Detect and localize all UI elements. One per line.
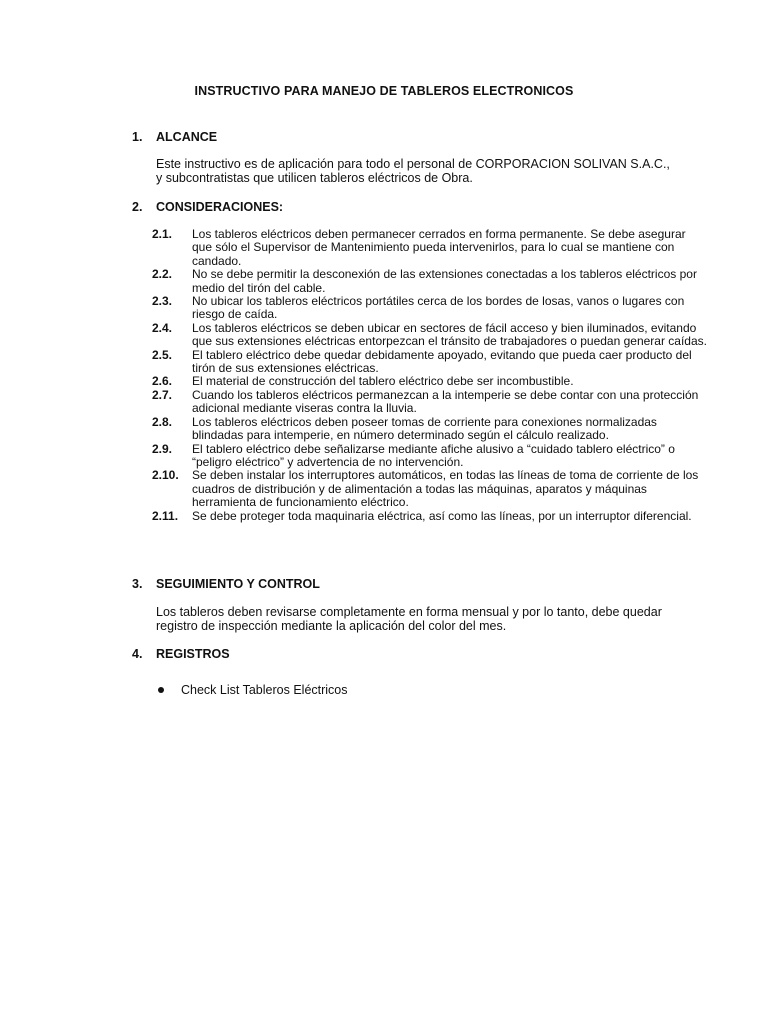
document-title: INSTRUCTIVO PARA MANEJO DE TABLEROS ELECTRONICOS (194, 84, 574, 98)
section-title: CONSIDERACIONES: (156, 200, 284, 214)
item-number: 2.11. (152, 508, 179, 523)
paragraph-line: y subcontratistas que utilicen tableros eléctricos de Obra. (156, 171, 473, 185)
list-item (148, 389, 708, 416)
bullet-text: Check List Tableros Eléctricos (181, 683, 348, 697)
item-number: 2.3. (152, 294, 173, 309)
section-paragraph-seguimiento (156, 605, 716, 633)
section-number: 4. (132, 647, 143, 661)
list-item (148, 375, 708, 388)
section-title: REGISTROS (156, 647, 230, 661)
list-item (148, 322, 708, 349)
item-number: 2.5. (152, 347, 173, 362)
section-title: ALCANCE (156, 130, 218, 144)
list-item (148, 268, 708, 295)
section-heading-consideraciones (132, 200, 283, 214)
item-text: El material de construcción del tablero eléctrico debe ser incombustible. (192, 374, 574, 389)
item-text: Se deben instalar los interruptores automáticos, en todas las líneas de toma de corriente de los cuadros de distribución y de alimentación a todas las máquinas, aparatos y máquinas herramienta de funcionamiento eléctrico. (192, 468, 699, 510)
item-number: 2.7. (152, 387, 173, 402)
section-title: SEGUIMIENTO Y CONTROL (156, 577, 320, 591)
bullet-icon (158, 687, 164, 693)
item-text: Los tableros eléctricos deben permanecer cerrados en forma permanente. Se debe asegurar que sólo el Supervisor de Mantenimiento pueda intervenirlos, para lo cual se mantiene con candado. (192, 227, 686, 268)
section-number: 1. (132, 130, 143, 144)
paragraph-line: registro de inspección mediante la aplicación del color del mes. (156, 619, 507, 633)
paragraph-line: Este instructivo es de aplicación para todo el personal de CORPORACION SOLIVAN S.A.C., (156, 157, 670, 171)
item-text: El tablero eléctrico debe quedar debidamente apoyado, evitando que pueda caer producto del tirón de sus extensiones eléctricas. (192, 347, 692, 376)
item-number: 2.4. (152, 320, 173, 335)
section-paragraph-alcance (156, 157, 716, 185)
item-number: 2.1. (152, 227, 173, 241)
section-number: 3. (132, 577, 143, 591)
section-number: 2. (132, 200, 143, 214)
item-number: 2.6. (152, 374, 173, 389)
paragraph-line: Los tableros deben revisarse completamente en forma mensual y por lo tanto, debe quedar (156, 605, 662, 619)
considerations-list (148, 228, 708, 523)
item-number: 2.8. (152, 414, 173, 429)
item-text: Los tableros eléctricos deben poseer tomas de corriente para conexiones normalizadas blindadas para intemperie, en número determinado según el cálculo realizado. (192, 414, 657, 443)
list-item (148, 416, 708, 443)
list-item (148, 349, 708, 376)
item-number: 2.9. (152, 441, 173, 456)
item-text: No ubicar los tableros eléctricos portátiles cerca de los bordes de losas, vanos o lugares con riesgo de caída. (192, 294, 685, 322)
section-heading-registros (132, 647, 230, 661)
section-heading-alcance (132, 130, 217, 144)
item-number: 2.2. (152, 267, 173, 282)
list-item (148, 510, 708, 523)
item-text: El tablero eléctrico debe señalizarse mediante afiche alusivo a “cuidado tablero eléctrico” o “peligro eléctrico” y advertencia de no intervención. (192, 441, 675, 469)
list-item (148, 443, 708, 470)
item-text: Cuando los tableros eléctricos permanezcan a la intemperie se debe contar con una protección adicional mediante viseras contra la lluvia. (192, 387, 699, 416)
list-item (148, 228, 708, 268)
section-heading-seguimiento (132, 577, 320, 591)
list-item (148, 469, 708, 509)
item-text: Los tableros eléctricos se deben ubicar en sectores de fácil acceso y bien iluminados, evitando que sus extensiones eléctricas entorpezcan el tránsito de trabajadores o puedan generar caídas. (192, 320, 707, 349)
item-text: Se debe proteger toda maquinaria eléctrica, así como las líneas, por un interruptor diferencial. (192, 508, 692, 523)
list-item (148, 295, 708, 322)
item-text: No se debe permitir la desconexión de las extensiones conectadas a los tableros eléctricos por medio del tirón del cable. (192, 267, 697, 295)
registros-bullet-item (156, 683, 348, 697)
item-number: 2.10. (152, 468, 179, 483)
